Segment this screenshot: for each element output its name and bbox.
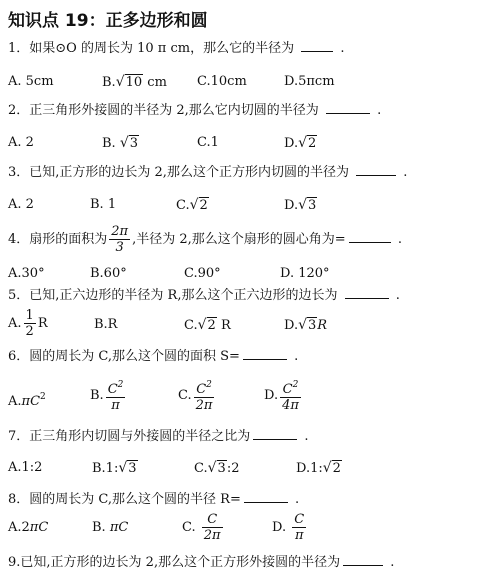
q3-option-a: A. 2	[8, 197, 34, 212]
denominator: π	[294, 528, 304, 543]
page-title: 知识点 19：正多边形和圆	[8, 11, 208, 31]
radicand: 2	[332, 461, 341, 476]
q1-option-b	[102, 73, 167, 92]
question-3	[8, 162, 407, 182]
question-5-stem: 5．已知,正六边形的半径为 R,那么这个正六边形的边长为	[8, 288, 338, 303]
option-letter: B.	[90, 388, 104, 403]
question-1-stem: 1．如果⊙O 的周长为 10	[8, 41, 154, 56]
option-letter: A.	[8, 394, 22, 409]
denominator: 2π	[195, 398, 213, 413]
question-4	[8, 224, 402, 255]
fraction	[106, 378, 126, 413]
expression: πC	[109, 520, 129, 535]
option-letter: C.	[178, 388, 192, 403]
numerator: 2π	[111, 224, 129, 239]
q4-option-a: A.30°	[8, 266, 45, 281]
denominator: 4π	[282, 398, 299, 413]
q7-option-d	[296, 459, 342, 478]
question-7-stem: 7．正三角形内切圆与外接圆的半径之比为	[8, 429, 251, 444]
numerator: 1	[25, 308, 34, 323]
q1-option-d	[284, 73, 335, 91]
expression: πC	[29, 520, 49, 535]
question-6-stem: 6．圆的周长为 C,那么这个圆的面积 S=	[8, 349, 240, 364]
fraction	[109, 224, 130, 255]
sqrt-expression: √3	[118, 460, 137, 476]
question-6	[8, 346, 298, 366]
variable: R	[317, 318, 328, 333]
period: .	[294, 349, 299, 364]
answer-blank[interactable]	[243, 346, 287, 360]
option-letter: A.2	[8, 520, 30, 535]
question-4-stem: 4．扇形的面积为	[8, 232, 108, 247]
fraction	[194, 378, 215, 413]
period: .	[304, 429, 309, 444]
period: .	[397, 232, 402, 247]
q3-option-c	[176, 196, 209, 215]
sqrt-expression: √10	[115, 74, 143, 90]
option-letter: B.	[102, 75, 116, 90]
expression: πC	[21, 394, 41, 409]
question-2-stem: 2．正三角形外接圆的半径为 2,那么它内切圆的半径为	[8, 103, 319, 118]
pi-symbol: π	[157, 41, 167, 56]
q5-option-b: B.R	[94, 317, 118, 332]
question-9-stem: 9.已知,正方形的边长为 2,那么这个正方形外接圆的半径为	[8, 555, 341, 570]
radicand: 3	[128, 461, 137, 476]
option-letter: D.	[284, 198, 299, 213]
question-8	[8, 489, 299, 509]
radicand: 3	[308, 318, 317, 333]
option-letter: D.	[272, 520, 287, 535]
sqrt-expression: √2	[298, 135, 317, 151]
radicand: 2	[199, 198, 208, 213]
sqrt-expression: √3	[298, 197, 317, 213]
option-letter: D.5	[284, 74, 307, 89]
q3-option-d	[284, 196, 317, 215]
q6-option-c	[178, 378, 216, 413]
q7-option-a: A.1:2	[8, 460, 43, 475]
numerator: C	[294, 512, 305, 527]
fraction	[292, 512, 306, 543]
q8-option-d	[272, 512, 308, 543]
option-letter: A.	[8, 316, 22, 331]
option-letter: D.1:	[296, 461, 323, 476]
q2-option-b	[102, 134, 139, 153]
question-2	[8, 100, 381, 120]
unit: cm	[314, 74, 335, 89]
radicand: 3	[217, 461, 226, 476]
q4-option-c: C.90°	[184, 266, 221, 281]
q6-option-a	[8, 388, 46, 411]
radicand: 3	[129, 136, 139, 151]
q8-option-a	[8, 519, 48, 537]
period: .	[294, 492, 300, 507]
q7-option-b	[92, 459, 138, 478]
option-letter: D.	[264, 388, 279, 403]
sqrt-expression: √2	[322, 460, 341, 476]
fraction	[202, 512, 223, 543]
q4-option-b: B.60°	[90, 266, 127, 281]
radicand: 2	[308, 136, 317, 151]
exponent: 2	[40, 392, 46, 402]
sqrt-expression: √2	[189, 197, 208, 213]
question-8-stem: 8．圆的周长为 C,那么这个圆的半径 R=	[8, 492, 241, 507]
denominator: 2π	[203, 528, 221, 543]
sqrt-expression: √3	[298, 317, 317, 333]
answer-blank[interactable]	[343, 552, 383, 566]
q5-option-c	[184, 316, 231, 335]
numerator: C	[202, 512, 223, 528]
option-letter: B.	[92, 520, 106, 535]
q5-option-a	[8, 308, 48, 339]
option-letter: C.	[184, 318, 198, 333]
numerator: $C^2$	[280, 378, 301, 398]
unit: cm	[147, 75, 167, 90]
fraction	[24, 308, 36, 339]
period: .	[340, 41, 345, 56]
answer-blank[interactable]	[349, 229, 391, 243]
numerator: $C^2$	[194, 378, 215, 398]
option-letter: D.	[284, 318, 299, 333]
answer-blank[interactable]	[244, 489, 288, 503]
q7-option-c	[194, 459, 239, 478]
answer-blank[interactable]	[356, 162, 396, 176]
q6-option-d	[264, 378, 303, 413]
sqrt-expression: √3	[119, 135, 139, 151]
period: .	[377, 103, 382, 118]
q2-option-a: A. 2	[8, 135, 34, 150]
question-1-stem-end: cm，那么它的半径为	[170, 41, 295, 56]
numerator: $C^2$	[107, 380, 124, 397]
pi-symbol: π	[306, 74, 315, 89]
variable: R	[220, 318, 231, 333]
answer-blank[interactable]	[326, 100, 370, 114]
q8-option-c	[182, 512, 225, 543]
question-5	[8, 285, 400, 305]
ratio-tail: :2	[226, 461, 240, 476]
q6-option-b	[90, 378, 127, 413]
option-letter: C.	[182, 520, 196, 535]
question-7	[8, 426, 309, 446]
q1-option-a: A. 5cm	[8, 74, 54, 89]
answer-blank[interactable]	[301, 38, 333, 52]
denominator: 3	[115, 240, 124, 255]
q2-option-c: C.1	[197, 135, 219, 150]
option-letter: B.	[102, 136, 116, 151]
denominator: π	[111, 398, 120, 413]
q1-option-c: C.10cm	[197, 74, 247, 89]
option-letter: B.1:	[92, 461, 119, 476]
question-1	[8, 38, 345, 58]
period: .	[403, 165, 408, 180]
q5-option-d	[284, 316, 327, 335]
question-4-stem-end: ,半径为 2,那么这个扇形的圆心角为=	[132, 232, 346, 247]
denominator: 2	[25, 324, 34, 339]
fraction	[280, 378, 301, 413]
sqrt-expression: √2	[197, 317, 216, 333]
radicand: 3	[308, 198, 317, 213]
q8-option-b	[92, 519, 128, 537]
radicand: 2	[207, 318, 216, 333]
q4-option-d: D. 120°	[280, 266, 330, 281]
question-3-stem: 3．已知,正方形的边长为 2,那么这个正方形内切圆的半径为	[8, 165, 349, 180]
sqrt-expression: √3	[207, 460, 226, 476]
answer-blank[interactable]	[345, 285, 389, 299]
period: .	[395, 288, 400, 303]
q3-option-b: B. 1	[90, 197, 117, 212]
q2-option-d	[284, 134, 317, 153]
option-letter: C.	[194, 461, 208, 476]
option-letter: D.	[284, 136, 299, 151]
period: .	[390, 555, 395, 570]
answer-blank[interactable]	[253, 426, 297, 440]
radicand: 10	[125, 75, 143, 90]
variable: R	[37, 316, 48, 331]
option-letter: C.	[176, 198, 190, 213]
question-9	[8, 552, 394, 572]
